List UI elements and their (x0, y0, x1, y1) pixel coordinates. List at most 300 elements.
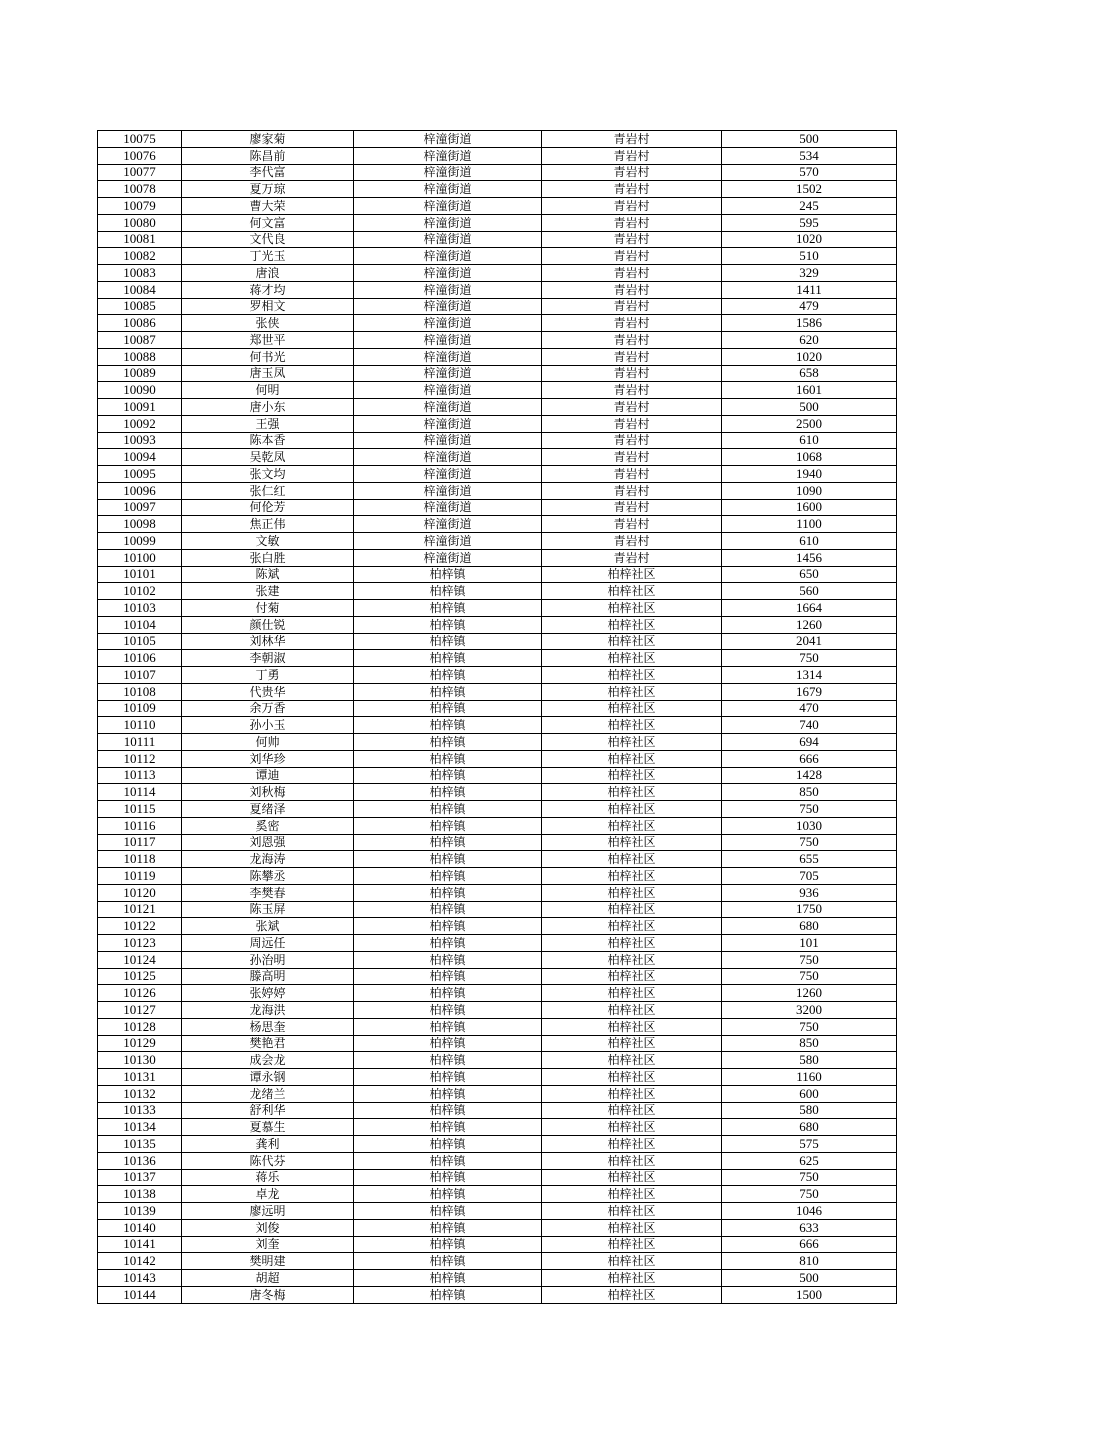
village-cell: 青岩村 (542, 164, 722, 181)
amount-cell: 595 (722, 214, 897, 231)
village-cell: 柏梓社区 (542, 583, 722, 600)
town-cell: 梓潼街道 (354, 432, 542, 449)
amount-cell: 750 (722, 801, 897, 818)
village-cell: 柏梓社区 (542, 951, 722, 968)
record-id-cell: 10103 (98, 600, 182, 617)
table-row (98, 951, 897, 968)
amount-cell: 1601 (722, 382, 897, 399)
table-row (98, 667, 897, 684)
record-id-cell: 10137 (98, 1169, 182, 1186)
record-id-cell: 10142 (98, 1253, 182, 1270)
table-row (98, 1052, 897, 1069)
town-cell: 柏梓镇 (354, 901, 542, 918)
name-cell: 唐冬梅 (182, 1286, 354, 1303)
name-cell: 焦正伟 (182, 516, 354, 533)
village-cell: 柏梓社区 (542, 985, 722, 1002)
town-cell: 柏梓镇 (354, 1119, 542, 1136)
table-row (98, 1018, 897, 1035)
village-cell: 柏梓社区 (542, 784, 722, 801)
amount-cell: 3200 (722, 1002, 897, 1019)
record-id-cell: 10093 (98, 432, 182, 449)
table-row (98, 918, 897, 935)
village-cell: 青岩村 (542, 214, 722, 231)
village-cell: 柏梓社区 (542, 717, 722, 734)
record-id-cell: 10135 (98, 1136, 182, 1153)
name-cell: 文代良 (182, 231, 354, 248)
record-id-cell: 10108 (98, 683, 182, 700)
amount-cell: 655 (722, 851, 897, 868)
town-cell: 柏梓镇 (354, 1069, 542, 1086)
town-cell: 柏梓镇 (354, 1085, 542, 1102)
village-cell: 青岩村 (542, 231, 722, 248)
amount-cell: 470 (722, 700, 897, 717)
record-id-cell: 10077 (98, 164, 182, 181)
town-cell: 梓潼街道 (354, 131, 542, 148)
table-row (98, 700, 897, 717)
name-cell: 颜仕锐 (182, 616, 354, 633)
village-cell: 青岩村 (542, 365, 722, 382)
table-row (98, 935, 897, 952)
table-row (98, 365, 897, 382)
name-cell: 丁光玉 (182, 248, 354, 265)
record-id-cell: 10121 (98, 901, 182, 918)
table-row (98, 750, 897, 767)
town-cell: 柏梓镇 (354, 616, 542, 633)
table-body (98, 131, 897, 1304)
table-row (98, 801, 897, 818)
name-cell: 余万香 (182, 700, 354, 717)
table-row (98, 683, 897, 700)
record-id-cell: 10080 (98, 214, 182, 231)
name-cell: 陈玉屏 (182, 901, 354, 918)
village-cell: 柏梓社区 (542, 1286, 722, 1303)
amount-cell: 750 (722, 1186, 897, 1203)
record-id-cell: 10114 (98, 784, 182, 801)
table-row (98, 901, 897, 918)
town-cell: 梓潼街道 (354, 382, 542, 399)
town-cell: 柏梓镇 (354, 951, 542, 968)
amount-cell: 1030 (722, 817, 897, 834)
village-cell: 柏梓社区 (542, 1270, 722, 1287)
table-row (98, 382, 897, 399)
amount-cell: 633 (722, 1219, 897, 1236)
amount-cell: 534 (722, 147, 897, 164)
record-id-cell: 10081 (98, 231, 182, 248)
town-cell: 柏梓镇 (354, 1253, 542, 1270)
town-cell: 柏梓镇 (354, 683, 542, 700)
amount-cell: 610 (722, 432, 897, 449)
table-row (98, 884, 897, 901)
record-id-cell: 10084 (98, 281, 182, 298)
name-cell: 杨思奎 (182, 1018, 354, 1035)
table-row (98, 1253, 897, 1270)
village-cell: 柏梓社区 (542, 566, 722, 583)
town-cell: 柏梓镇 (354, 734, 542, 751)
town-cell: 柏梓镇 (354, 968, 542, 985)
town-cell: 柏梓镇 (354, 1035, 542, 1052)
village-cell: 柏梓社区 (542, 918, 722, 935)
name-cell: 张建 (182, 583, 354, 600)
amount-cell: 680 (722, 918, 897, 935)
village-cell: 柏梓社区 (542, 1069, 722, 1086)
record-id-cell: 10075 (98, 131, 182, 148)
village-cell: 柏梓社区 (542, 1119, 722, 1136)
village-cell: 青岩村 (542, 415, 722, 432)
table-row (98, 348, 897, 365)
amount-cell: 625 (722, 1152, 897, 1169)
name-cell: 龚利 (182, 1136, 354, 1153)
village-cell: 青岩村 (542, 533, 722, 550)
name-cell: 龙绪兰 (182, 1085, 354, 1102)
name-cell: 吴乾凤 (182, 449, 354, 466)
town-cell: 柏梓镇 (354, 1002, 542, 1019)
name-cell: 廖家菊 (182, 131, 354, 148)
town-cell: 柏梓镇 (354, 1236, 542, 1253)
name-cell: 代贵华 (182, 683, 354, 700)
table-row (98, 432, 897, 449)
record-id-cell: 10140 (98, 1219, 182, 1236)
name-cell: 樊明建 (182, 1253, 354, 1270)
name-cell: 舒利华 (182, 1102, 354, 1119)
record-id-cell: 10097 (98, 499, 182, 516)
village-cell: 柏梓社区 (542, 650, 722, 667)
village-cell: 青岩村 (542, 449, 722, 466)
table-row (98, 231, 897, 248)
village-cell: 柏梓社区 (542, 1052, 722, 1069)
record-id-cell: 10116 (98, 817, 182, 834)
town-cell: 梓潼街道 (354, 315, 542, 332)
table-row (98, 198, 897, 215)
name-cell: 何文富 (182, 214, 354, 231)
table-row (98, 516, 897, 533)
table-row (98, 332, 897, 349)
amount-cell: 750 (722, 650, 897, 667)
table-row (98, 1035, 897, 1052)
table-row (98, 784, 897, 801)
town-cell: 柏梓镇 (354, 801, 542, 818)
village-cell: 青岩村 (542, 181, 722, 198)
amount-cell: 1586 (722, 315, 897, 332)
name-cell: 奚密 (182, 817, 354, 834)
record-id-cell: 10086 (98, 315, 182, 332)
table-row (98, 248, 897, 265)
town-cell: 梓潼街道 (354, 164, 542, 181)
table-row (98, 1219, 897, 1236)
town-cell: 梓潼街道 (354, 265, 542, 282)
amount-cell: 510 (722, 248, 897, 265)
record-id-cell: 10139 (98, 1203, 182, 1220)
town-cell: 柏梓镇 (354, 600, 542, 617)
town-cell: 柏梓镇 (354, 1052, 542, 1069)
amount-cell: 1679 (722, 683, 897, 700)
name-cell: 胡超 (182, 1270, 354, 1287)
record-id-cell: 10100 (98, 549, 182, 566)
record-id-cell: 10082 (98, 248, 182, 265)
amount-cell: 479 (722, 298, 897, 315)
name-cell: 陈代芬 (182, 1152, 354, 1169)
record-id-cell: 10132 (98, 1085, 182, 1102)
name-cell: 刘秋梅 (182, 784, 354, 801)
village-cell: 柏梓社区 (542, 801, 722, 818)
name-cell: 孙治明 (182, 951, 354, 968)
record-id-cell: 10126 (98, 985, 182, 1002)
record-id-cell: 10138 (98, 1186, 182, 1203)
amount-cell: 680 (722, 1119, 897, 1136)
town-cell: 柏梓镇 (354, 884, 542, 901)
record-id-cell: 10110 (98, 717, 182, 734)
record-id-cell: 10090 (98, 382, 182, 399)
record-id-cell: 10113 (98, 767, 182, 784)
town-cell: 梓潼街道 (354, 549, 542, 566)
town-cell: 柏梓镇 (354, 1270, 542, 1287)
town-cell: 梓潼街道 (354, 516, 542, 533)
village-cell: 柏梓社区 (542, 834, 722, 851)
name-cell: 张斌 (182, 918, 354, 935)
record-id-cell: 10131 (98, 1069, 182, 1086)
amount-cell: 750 (722, 951, 897, 968)
name-cell: 唐玉凤 (182, 365, 354, 382)
amount-cell: 1314 (722, 667, 897, 684)
amount-cell: 650 (722, 566, 897, 583)
town-cell: 柏梓镇 (354, 834, 542, 851)
name-cell: 成会龙 (182, 1052, 354, 1069)
name-cell: 谭迪 (182, 767, 354, 784)
amount-cell: 1020 (722, 231, 897, 248)
table-row (98, 181, 897, 198)
name-cell: 罗相文 (182, 298, 354, 315)
name-cell: 郑世平 (182, 332, 354, 349)
table-row (98, 147, 897, 164)
town-cell: 梓潼街道 (354, 332, 542, 349)
record-id-cell: 10144 (98, 1286, 182, 1303)
record-id-cell: 10136 (98, 1152, 182, 1169)
record-id-cell: 10079 (98, 198, 182, 215)
amount-cell: 101 (722, 935, 897, 952)
town-cell: 柏梓镇 (354, 1136, 542, 1153)
village-cell: 柏梓社区 (542, 1169, 722, 1186)
name-cell: 龙海洪 (182, 1002, 354, 1019)
record-id-cell: 10107 (98, 667, 182, 684)
amount-cell: 1160 (722, 1069, 897, 1086)
town-cell: 梓潼街道 (354, 348, 542, 365)
table-row (98, 315, 897, 332)
town-cell: 柏梓镇 (354, 633, 542, 650)
record-id-cell: 10134 (98, 1119, 182, 1136)
record-id-cell: 10092 (98, 415, 182, 432)
amount-cell: 500 (722, 131, 897, 148)
name-cell: 陈斌 (182, 566, 354, 583)
amount-cell: 750 (722, 1169, 897, 1186)
record-id-cell: 10120 (98, 884, 182, 901)
village-cell: 青岩村 (542, 147, 722, 164)
table-row (98, 1270, 897, 1287)
village-cell: 柏梓社区 (542, 935, 722, 952)
amount-cell: 1260 (722, 985, 897, 1002)
name-cell: 李代富 (182, 164, 354, 181)
table-row (98, 650, 897, 667)
amount-cell: 666 (722, 1236, 897, 1253)
record-id-cell: 10109 (98, 700, 182, 717)
village-cell: 青岩村 (542, 516, 722, 533)
village-cell: 青岩村 (542, 332, 722, 349)
amount-cell: 658 (722, 365, 897, 382)
table-row (98, 1136, 897, 1153)
record-id-cell: 10083 (98, 265, 182, 282)
table-row (98, 399, 897, 416)
name-cell: 张白胜 (182, 549, 354, 566)
record-id-cell: 10106 (98, 650, 182, 667)
name-cell: 夏慕生 (182, 1119, 354, 1136)
town-cell: 柏梓镇 (354, 1186, 542, 1203)
village-cell: 柏梓社区 (542, 817, 722, 834)
table-row (98, 817, 897, 834)
amount-cell: 936 (722, 884, 897, 901)
name-cell: 何伦芳 (182, 499, 354, 516)
record-id-cell: 10078 (98, 181, 182, 198)
table-row (98, 734, 897, 751)
amount-cell: 750 (722, 1018, 897, 1035)
record-id-cell: 10125 (98, 968, 182, 985)
village-cell: 柏梓社区 (542, 700, 722, 717)
name-cell: 丁勇 (182, 667, 354, 684)
village-cell: 柏梓社区 (542, 616, 722, 633)
village-cell: 柏梓社区 (542, 968, 722, 985)
village-cell: 柏梓社区 (542, 868, 722, 885)
town-cell: 梓潼街道 (354, 147, 542, 164)
village-cell: 柏梓社区 (542, 1102, 722, 1119)
table-row (98, 834, 897, 851)
amount-cell: 580 (722, 1102, 897, 1119)
village-cell: 柏梓社区 (542, 1186, 722, 1203)
name-cell: 樊艳君 (182, 1035, 354, 1052)
village-cell: 青岩村 (542, 131, 722, 148)
table-row (98, 851, 897, 868)
amount-cell: 1500 (722, 1286, 897, 1303)
village-cell: 柏梓社区 (542, 1002, 722, 1019)
village-cell: 青岩村 (542, 281, 722, 298)
table-row (98, 549, 897, 566)
town-cell: 梓潼街道 (354, 181, 542, 198)
record-id-cell: 10124 (98, 951, 182, 968)
village-cell: 青岩村 (542, 198, 722, 215)
name-cell: 周远任 (182, 935, 354, 952)
town-cell: 柏梓镇 (354, 566, 542, 583)
record-id-cell: 10119 (98, 868, 182, 885)
town-cell: 柏梓镇 (354, 717, 542, 734)
table-row (98, 1203, 897, 1220)
name-cell: 夏万琼 (182, 181, 354, 198)
record-id-cell: 10088 (98, 348, 182, 365)
amount-cell: 329 (722, 265, 897, 282)
town-cell: 梓潼街道 (354, 415, 542, 432)
name-cell: 卓龙 (182, 1186, 354, 1203)
table-row (98, 633, 897, 650)
record-id-cell: 10122 (98, 918, 182, 935)
name-cell: 刘华珍 (182, 750, 354, 767)
town-cell: 柏梓镇 (354, 750, 542, 767)
town-cell: 柏梓镇 (354, 817, 542, 834)
town-cell: 柏梓镇 (354, 1102, 542, 1119)
table-row (98, 1069, 897, 1086)
table-row (98, 265, 897, 282)
record-id-cell: 10123 (98, 935, 182, 952)
town-cell: 梓潼街道 (354, 399, 542, 416)
village-cell: 柏梓社区 (542, 767, 722, 784)
amount-cell: 850 (722, 784, 897, 801)
amount-cell: 810 (722, 1253, 897, 1270)
village-cell: 柏梓社区 (542, 851, 722, 868)
amount-cell: 666 (722, 750, 897, 767)
name-cell: 张侠 (182, 315, 354, 332)
record-id-cell: 10087 (98, 332, 182, 349)
amount-cell: 1456 (722, 549, 897, 566)
village-cell: 柏梓社区 (542, 1152, 722, 1169)
town-cell: 柏梓镇 (354, 868, 542, 885)
name-cell: 李朝淑 (182, 650, 354, 667)
name-cell: 陈本香 (182, 432, 354, 449)
table-row (98, 298, 897, 315)
village-cell: 柏梓社区 (542, 1085, 722, 1102)
record-id-cell: 10105 (98, 633, 182, 650)
table-row (98, 1186, 897, 1203)
town-cell: 柏梓镇 (354, 985, 542, 1002)
amount-cell: 1600 (722, 499, 897, 516)
village-cell: 青岩村 (542, 265, 722, 282)
village-cell: 柏梓社区 (542, 750, 722, 767)
amount-cell: 2500 (722, 415, 897, 432)
record-id-cell: 10101 (98, 566, 182, 583)
village-cell: 柏梓社区 (542, 633, 722, 650)
town-cell: 柏梓镇 (354, 935, 542, 952)
name-cell: 蒋才均 (182, 281, 354, 298)
amount-cell: 750 (722, 834, 897, 851)
amount-cell: 1090 (722, 482, 897, 499)
name-cell: 龙海涛 (182, 851, 354, 868)
amount-cell: 1260 (722, 616, 897, 633)
village-cell: 青岩村 (542, 399, 722, 416)
table-row (98, 616, 897, 633)
name-cell: 唐小东 (182, 399, 354, 416)
record-id-cell: 10076 (98, 147, 182, 164)
village-cell: 青岩村 (542, 499, 722, 516)
record-id-cell: 10141 (98, 1236, 182, 1253)
village-cell: 柏梓社区 (542, 1236, 722, 1253)
amount-cell: 610 (722, 533, 897, 550)
town-cell: 梓潼街道 (354, 198, 542, 215)
amount-cell: 705 (722, 868, 897, 885)
table-row (98, 164, 897, 181)
amount-cell: 620 (722, 332, 897, 349)
table-row (98, 415, 897, 432)
record-id-cell: 10143 (98, 1270, 182, 1287)
town-cell: 梓潼街道 (354, 281, 542, 298)
village-cell: 柏梓社区 (542, 1203, 722, 1220)
amount-cell: 1411 (722, 281, 897, 298)
town-cell: 柏梓镇 (354, 1169, 542, 1186)
amount-cell: 500 (722, 399, 897, 416)
village-cell: 青岩村 (542, 466, 722, 483)
table-row (98, 131, 897, 148)
amount-cell: 570 (722, 164, 897, 181)
name-cell: 谭永钢 (182, 1069, 354, 1086)
name-cell: 张仁红 (182, 482, 354, 499)
town-cell: 梓潼街道 (354, 466, 542, 483)
table-row (98, 968, 897, 985)
amount-cell: 600 (722, 1085, 897, 1102)
village-cell: 青岩村 (542, 248, 722, 265)
amount-cell: 1100 (722, 516, 897, 533)
name-cell: 张婷婷 (182, 985, 354, 1002)
